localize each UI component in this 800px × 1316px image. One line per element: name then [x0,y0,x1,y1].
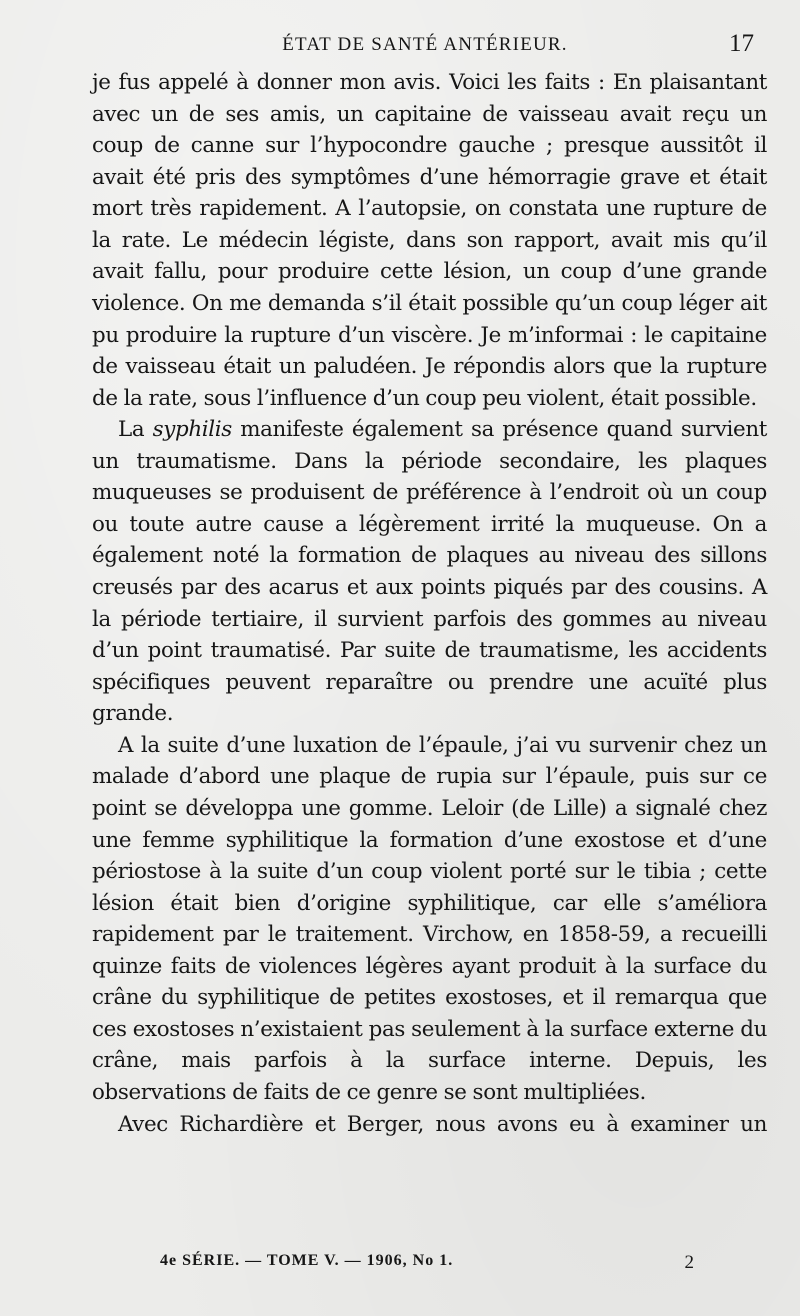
paragraph-3: A la suite d’une luxation de l’épaule, j’ai vu survenir chez un malade d’abord une plaque de rupia sur l’épaule, puis sur ce point se développa une gomme. Leloir (de Lille) a signalé chez une femme syphilitique la formation d’une exostose et d’une périostose à la suite d’un coup violent porté sur le tibia ; cette lésion était bien d’origine syphilitique, car elle s’améliora rapidement par le traitement. Virchow, en 1858-59, a recueilli quinze faits de violences légères ayant produit à la surface du crâne du syphilitique de petites exostoses, et il remarqua que ces exostoses n’existaient pas seulement à la surface externe du crâne, mais parfois à la surface interne. Depuis, les observations de faits de ce genre se sont multipliées. [92,732,767,1105]
running-head [90,30,760,62]
paragraph-2-lead: La [118,417,153,443]
paragraph-4: Avec Richardière et Berger, nous avons eu à examiner un [118,1111,767,1137]
paragraph-2-rest: manifeste également sa présence quand survient un traumatisme. Dans la période secondaire, les plaques muqueuses se produisent de préférence à l’endroit où un coup ou toute autre cause a légèrement irrité la muqueuse. On a également noté la formation de plaques au niveau des sillons creusés par des acarus et aux points piqués par des cousins. A la période tertiaire, il survient parfois des gommes au niveau d’un point traumatisé. Par suite de traumatisme, les accidents spécifiques peuvent reparaître ou prendre une acuïté plus grande. [92,417,767,727]
printer-signature: 4e SÉRIE. — TOME V. — 1906, No 1. [160,1252,454,1269]
body-text [92,67,767,1140]
paragraph-2-emphasis: syphilis [152,417,232,443]
page-number: 17 [729,30,754,57]
footer [160,1252,700,1282]
sheet-number: 2 [684,1252,694,1273]
paragraph-1: je fus appelé à donner mon avis. Voici les faits : En plaisantant avec un de ses amis, un capitaine de vaisseau avait reçu un coup de canne sur l’hypocondre gauche ; presque aussitôt il avait été pris des symptômes d’une hémorragie grave et était mort très rapidement. A l’autopsie, on constata une rupture de la rate. Le médecin légiste, dans son rapport, avait mis qu’il avait fallu, pour produire cette lésion, un coup d’une grande violence. On me demanda s’il était possible qu’un coup léger ait pu produire la rupture d’un viscère. Je m’informai : le capitaine de vaisseau était un paludéen. Je répondis alors que la rupture de la rate, sous l’influence d’un coup peu violent, était possible. [92,70,767,411]
running-title: ÉTAT DE SANTÉ ANTÉRIEUR. [282,34,568,55]
paragraph-2 [92,414,767,730]
